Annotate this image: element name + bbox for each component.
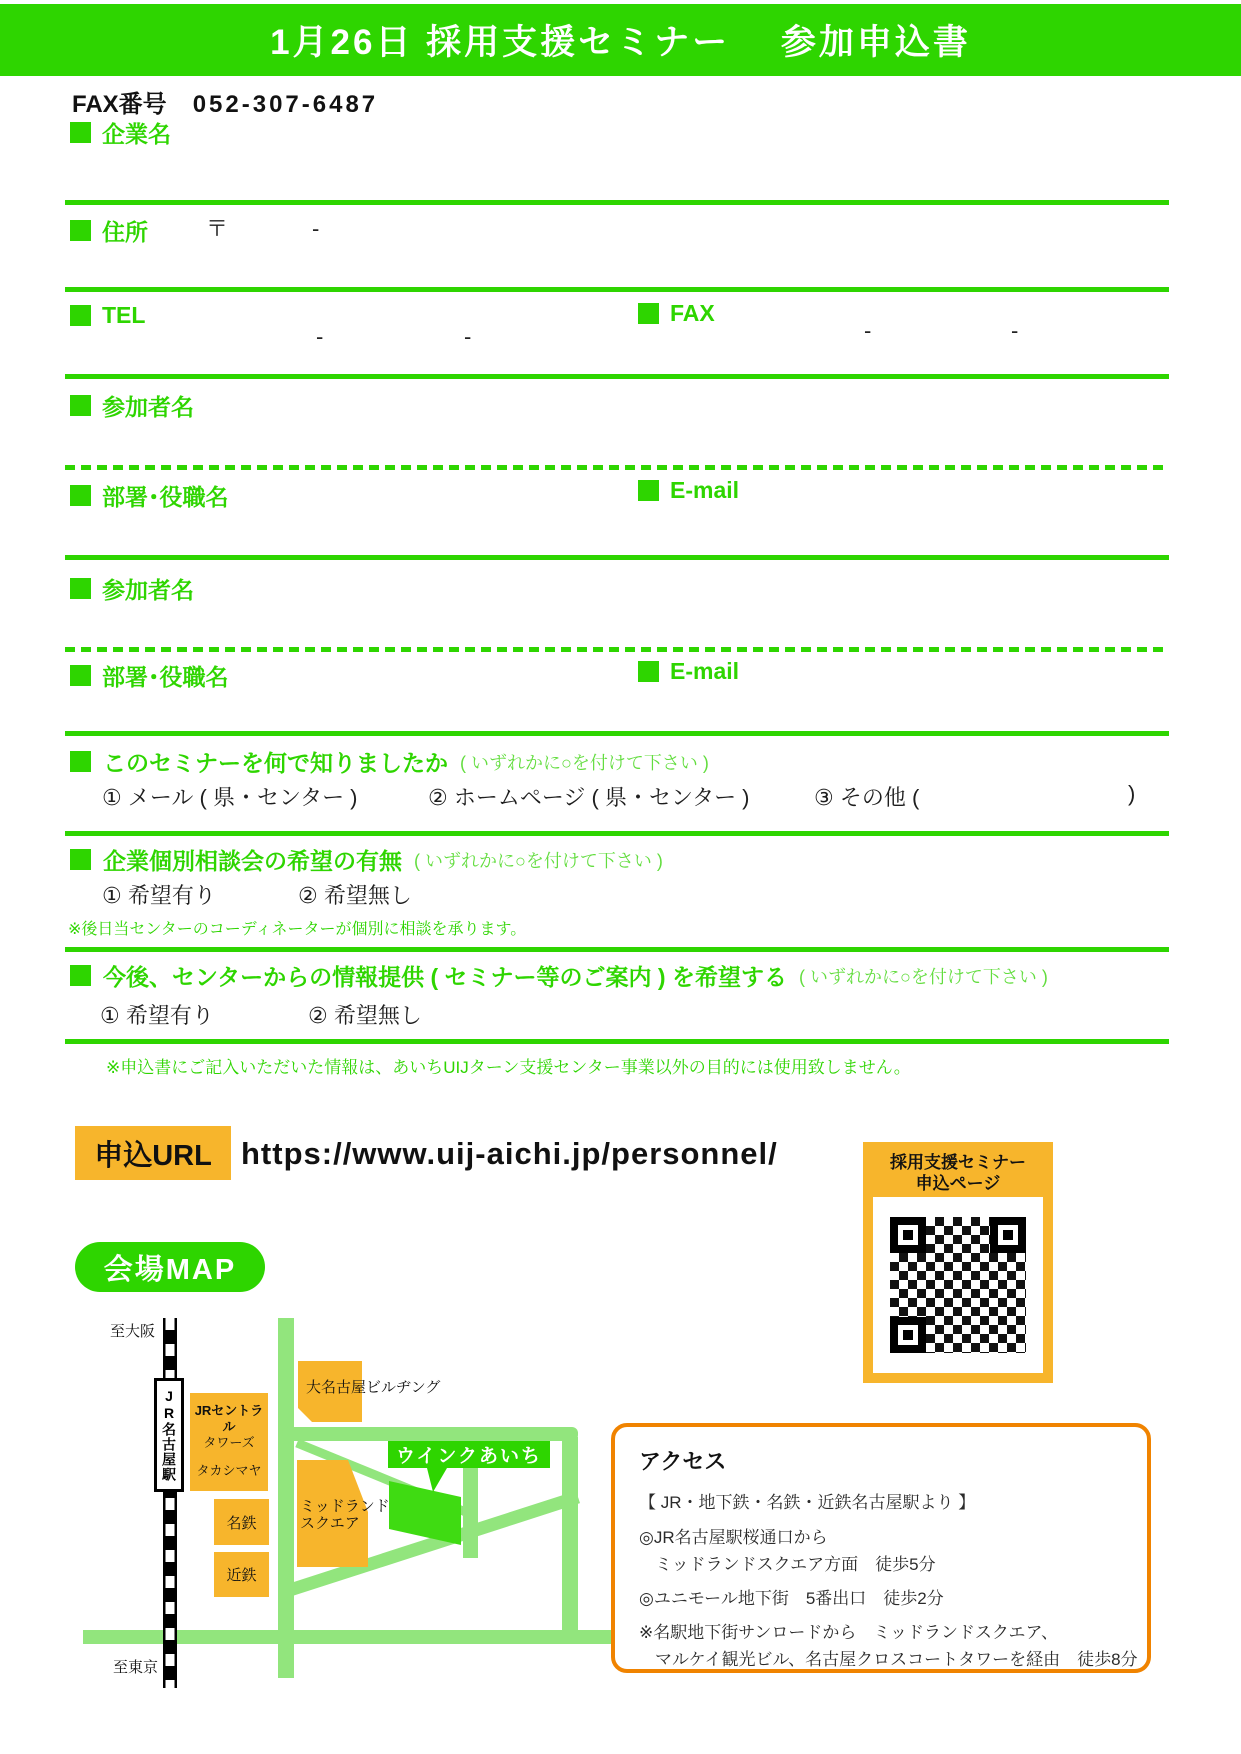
jr-nagoya-station: JR名古屋駅 — [154, 1378, 184, 1492]
q2-option-1: ① 希望有り — [102, 883, 216, 908]
bullet-square-icon — [70, 751, 91, 772]
apply-url-label: 申込URL — [94, 1139, 212, 1172]
map-button — [75, 1242, 265, 1292]
q1-title: このセミナーを何で知りましたか — [103, 750, 448, 776]
access-line: マルケイ観光ビル、名古屋クロスコートタワーを経由 徒歩8分 — [655, 1650, 1138, 1669]
q1-heading — [70, 745, 709, 778]
qr-white-area — [873, 1197, 1043, 1373]
q2-heading — [70, 843, 663, 876]
jr-central-towers-building — [190, 1393, 268, 1491]
qr-caption-line2: 申込ページ — [915, 1174, 1001, 1193]
divider — [65, 200, 1169, 205]
bullet-square-icon — [70, 305, 91, 326]
q1-hint: ( いずれかに○を付けて下さい ) — [460, 752, 709, 773]
qr-finder-icon — [890, 1217, 926, 1253]
participant2-label: 参加者名 — [102, 577, 194, 603]
access-line: ◎ユニモール地下街 5番出口 徒歩2分 — [639, 1589, 944, 1608]
q3-hint: ( いずれかに○を付けて下さい ) — [798, 966, 1048, 987]
fax-number-line — [72, 84, 378, 119]
page-title: 1月26日 採用支援セミナー 参加申込書 — [270, 23, 971, 62]
access-line: ミッドランドスクエア方面 徒歩5分 — [655, 1555, 936, 1574]
q2-note: ※後日当センターのコーディネーターが個別に相談を承ります。 — [68, 921, 527, 938]
to-tokyo-label: 至東京 — [113, 1659, 159, 1676]
company-field-label — [70, 116, 171, 149]
access-line: ◎JR名古屋駅桜通口から — [639, 1528, 828, 1547]
fax-number-label: FAX番号 — [72, 91, 167, 118]
bullet-square-icon — [638, 661, 659, 682]
venue-callout-pointer — [427, 1468, 447, 1492]
q1-option-1: ① メール ( 県・センター ) — [102, 785, 358, 810]
divider — [65, 287, 1169, 292]
q1-option-3: ③ その他 ( — [814, 785, 920, 810]
q2-title: 企業個別相談会の希望の有無 — [103, 848, 402, 874]
meitetsu-building: 名鉄 — [214, 1499, 269, 1545]
towers-label-line2: タワーズ — [203, 1435, 255, 1450]
towers-label — [190, 1403, 268, 1451]
access-from: 【 JR・地下鉄・名鉄・近鉄名古屋駅より 】 — [639, 1493, 976, 1512]
dept1-label: 部署･役職名 — [102, 484, 229, 510]
q3-option-2: ② 希望無し — [308, 1003, 422, 1028]
fax-dash: - — [1011, 318, 1019, 343]
bullet-square-icon — [70, 122, 91, 143]
access-line: ※名駅地下街サンロードから ミッドランドスクエア、 — [639, 1623, 1059, 1642]
bullet-square-icon — [70, 849, 91, 870]
apply-url-link[interactable]: https://www.uij-aichi.jp/personnel/ — [241, 1136, 778, 1171]
tel-label: TEL — [102, 302, 146, 328]
address-label: 住所 — [102, 219, 148, 245]
qr-finder-icon — [990, 1217, 1026, 1253]
bullet-square-icon — [70, 395, 91, 416]
dept1-field-label — [70, 479, 229, 512]
qr-caption — [863, 1152, 1053, 1194]
fax-field-label — [638, 300, 715, 327]
venue-label: ウインクあいち — [388, 1441, 550, 1468]
road-bottom — [83, 1630, 613, 1644]
divider — [65, 1039, 1169, 1044]
road-street-b — [562, 1437, 578, 1644]
email2-label: E-mail — [670, 658, 740, 684]
q3-heading — [70, 959, 1048, 992]
midland-label-line1: ミッドランド — [300, 1498, 390, 1515]
address-field-label — [70, 214, 148, 247]
bullet-square-icon — [70, 578, 91, 599]
postal-dash: - — [312, 216, 320, 241]
participant2-field-label — [70, 572, 194, 605]
q2-option-2: ② 希望無し — [298, 883, 412, 908]
takashimaya-label: タカシマヤ — [196, 1463, 262, 1478]
bullet-square-icon — [70, 485, 91, 506]
road-sakura-dori — [282, 1427, 578, 1441]
q2-hint: ( いずれかに○を付けて下さい ) — [414, 850, 663, 871]
tel-field-label — [70, 302, 145, 329]
qr-panel — [863, 1142, 1053, 1383]
header-bar — [0, 4, 1241, 76]
divider — [65, 831, 1169, 836]
bullet-square-icon — [638, 303, 659, 324]
q3-title: 今後、センターからの情報提供 ( セミナー等のご案内 ) を希望する — [103, 964, 787, 990]
venue-building — [389, 1481, 461, 1545]
fax-number-value: 052-307-6487 — [192, 91, 379, 118]
fax-label: FAX — [670, 300, 715, 326]
midland-label-line2: スクエア — [300, 1515, 360, 1532]
dashed-divider — [65, 465, 1169, 470]
venue-map — [60, 1292, 620, 1722]
qr-caption-line1: 採用支援セミナー — [890, 1153, 1026, 1172]
dashed-divider — [65, 647, 1169, 652]
email2-field-label — [638, 658, 739, 685]
q3-option-1: ① 希望有り — [100, 1003, 214, 1028]
to-osaka-label: 至大阪 — [110, 1323, 156, 1340]
divider — [65, 555, 1169, 560]
q1-option-2: ② ホームページ ( 県・センター ) — [428, 785, 750, 810]
dept2-label: 部署･役職名 — [102, 664, 229, 690]
kintetsu-building: 近鉄 — [214, 1552, 269, 1597]
tel-dash: - — [316, 324, 324, 349]
email1-label: E-mail — [670, 477, 740, 503]
bullet-square-icon — [70, 965, 91, 986]
fax-dash: - — [864, 318, 872, 343]
divider — [65, 374, 1169, 379]
tel-dash: - — [464, 324, 472, 349]
bullet-square-icon — [638, 480, 659, 501]
bullet-square-icon — [70, 220, 91, 241]
email1-field-label — [638, 477, 739, 504]
participant1-label: 参加者名 — [102, 394, 194, 420]
towers-label-line1: JRセントラル — [194, 1403, 264, 1434]
bullet-square-icon — [70, 665, 91, 686]
company-label: 企業名 — [102, 121, 171, 147]
access-info-box — [611, 1423, 1151, 1673]
apply-url-box — [75, 1126, 231, 1180]
divider — [65, 731, 1169, 736]
postal-mark: 〒 — [206, 216, 229, 241]
q1-option-3-close: ) — [1128, 781, 1136, 806]
privacy-note: ※申込書にご記入いただいた情報は、あいちUIJターン支援センター事業以外の目的には使用致しません。 — [106, 1058, 911, 1077]
participant1-field-label — [70, 389, 194, 422]
dept2-field-label — [70, 659, 229, 692]
road-vertical — [278, 1318, 294, 1678]
qr-finder-icon — [890, 1317, 926, 1353]
qr-code — [890, 1217, 1026, 1353]
dainagoya-label: 大名古屋ビルヂング — [306, 1379, 441, 1396]
divider — [65, 947, 1169, 952]
midland-label — [300, 1498, 390, 1532]
access-title: アクセス — [639, 1449, 727, 1474]
map-button-label: 会場MAP — [103, 1253, 237, 1286]
